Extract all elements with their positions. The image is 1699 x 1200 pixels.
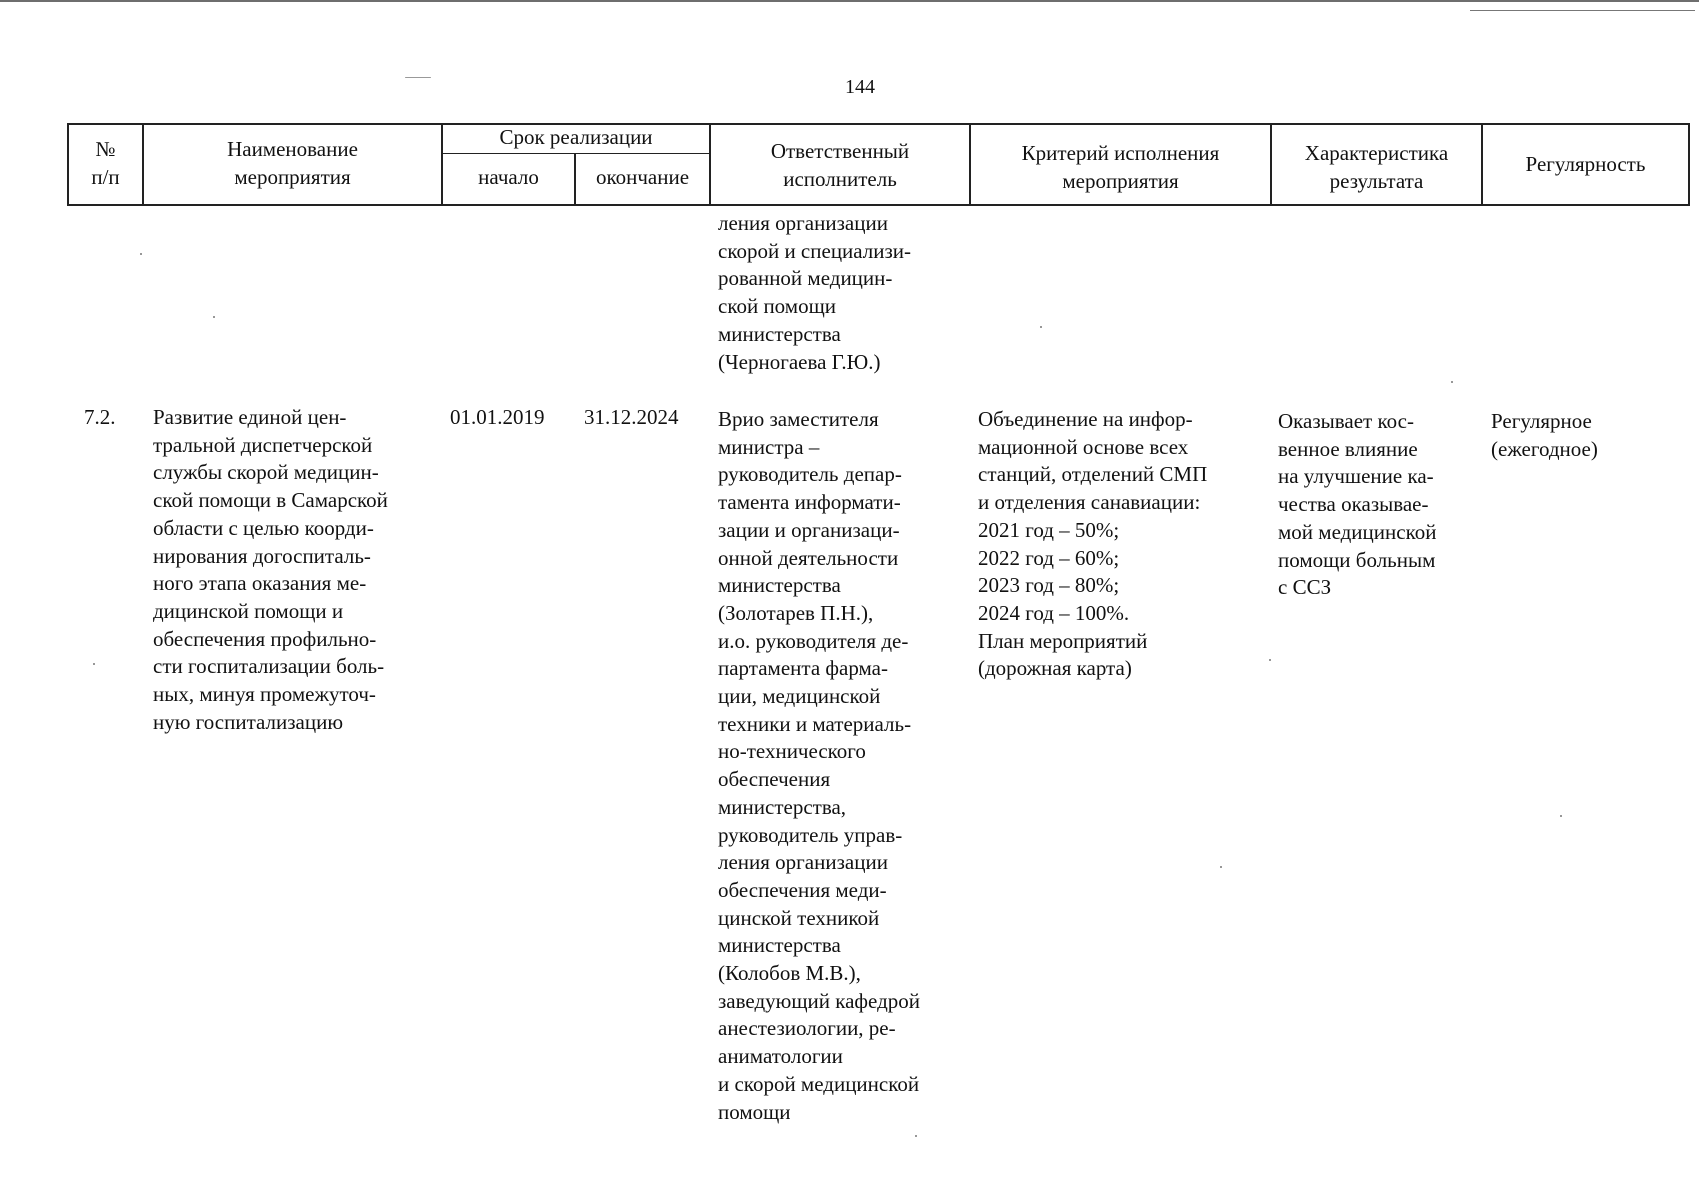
text-line: обеспечения bbox=[718, 767, 831, 792]
scan-speck bbox=[1220, 866, 1222, 868]
text-line: министерства, bbox=[718, 794, 847, 819]
text-line: План мероприятий bbox=[978, 628, 1148, 653]
text-line: но-технического bbox=[718, 739, 866, 764]
text-line: дицинской помощи и bbox=[153, 598, 344, 623]
header-num-line: № bbox=[95, 137, 116, 161]
text-line: мационной основе всех bbox=[978, 434, 1189, 459]
text-line: службы скорой медицин- bbox=[153, 460, 379, 485]
text-line: помощи больным bbox=[1278, 547, 1436, 572]
text-line: партамента фарма- bbox=[718, 656, 888, 681]
header-criterion-line: мероприятия bbox=[1062, 169, 1179, 193]
text-line: и скорой медицинской bbox=[718, 1071, 920, 1096]
text-line: министерства bbox=[718, 321, 841, 346]
text-line: руководитель депар- bbox=[718, 462, 902, 487]
continuation-responsible bbox=[718, 210, 956, 376]
header-start: начало bbox=[478, 165, 539, 189]
scan-speck bbox=[1269, 659, 1271, 661]
text-line: чества оказывае- bbox=[1278, 492, 1429, 517]
text-line: тамента информати- bbox=[718, 490, 901, 515]
text-line: помощи bbox=[718, 1099, 791, 1124]
page-number: 144 bbox=[845, 76, 875, 98]
text-line: (Колобов М.В.), bbox=[718, 961, 861, 986]
header-term: Срок реализации bbox=[499, 125, 653, 149]
header-criterion bbox=[971, 139, 1270, 195]
text-line: министерства bbox=[718, 573, 841, 598]
text-line: ления организации bbox=[718, 211, 888, 235]
text-line: (Черногаева Г.Ю.) bbox=[718, 349, 881, 374]
header-top-rule bbox=[67, 123, 1690, 125]
row-start-date: 01.01.2019 bbox=[450, 405, 545, 429]
header-responsible-line: Ответственный bbox=[770, 139, 910, 163]
header-name-line: Наименование bbox=[227, 137, 358, 161]
text-line: министерства bbox=[718, 933, 841, 958]
text-line: (Золотарев П.Н.), bbox=[718, 600, 874, 625]
header-divider bbox=[1688, 123, 1690, 206]
text-line: Регулярное bbox=[1491, 409, 1592, 433]
text-line: ской помощи bbox=[718, 294, 836, 319]
text-line: онной деятельности bbox=[718, 545, 899, 570]
top-right-mark bbox=[1470, 10, 1695, 11]
text-line: заведующий кафедрой bbox=[718, 988, 921, 1013]
header-characteristic bbox=[1272, 139, 1481, 195]
row-name bbox=[153, 404, 429, 736]
header-name bbox=[144, 135, 441, 191]
scan-speck bbox=[213, 316, 215, 318]
text-line: тральной диспетчерской bbox=[153, 432, 373, 457]
row-responsible bbox=[718, 406, 956, 1126]
text-line: ской помощи в Самарской bbox=[153, 488, 388, 513]
table-header bbox=[67, 123, 1690, 206]
header-num bbox=[69, 135, 142, 191]
text-line: мой медицинской bbox=[1278, 519, 1437, 544]
text-line: аниматологии bbox=[718, 1044, 843, 1069]
text-line: рованной медицин- bbox=[718, 266, 893, 291]
row-regularity bbox=[1491, 408, 1681, 463]
text-line: 2021 год – 50%; bbox=[978, 517, 1120, 542]
header-responsible-line: исполнитель bbox=[783, 167, 897, 191]
text-line: ную госпитализацию bbox=[153, 709, 344, 734]
text-line: Развитие единой цен- bbox=[153, 405, 347, 429]
scan-speck bbox=[93, 663, 95, 665]
text-line: и.о. руководителя де- bbox=[718, 628, 909, 653]
row-criterion bbox=[978, 406, 1256, 683]
text-line: Врио заместителя bbox=[718, 407, 879, 431]
scan-speck bbox=[1040, 326, 1042, 328]
text-line: ления организации bbox=[718, 850, 888, 875]
scan-speck bbox=[915, 1135, 917, 1137]
text-line: области с целью коорди- bbox=[153, 515, 374, 540]
text-line: обеспечения меди- bbox=[718, 877, 887, 902]
text-line: Объединение на инфор- bbox=[978, 407, 1193, 431]
text-line: министра – bbox=[718, 434, 820, 459]
header-end: окончание bbox=[595, 165, 690, 189]
text-line: (ежегодное) bbox=[1491, 436, 1598, 461]
text-line: ции, медицинской bbox=[718, 684, 881, 709]
header-num-line: п/п bbox=[91, 165, 120, 189]
scan-mark bbox=[405, 77, 431, 78]
row-number: 7.2. bbox=[84, 405, 116, 429]
row-characteristic bbox=[1278, 408, 1470, 602]
scan-speck bbox=[1560, 815, 1562, 817]
text-line: 2023 год – 80%; bbox=[978, 573, 1120, 598]
text-line: анестезиологии, ре- bbox=[718, 1016, 896, 1041]
header-characteristic-line: Характеристика bbox=[1304, 141, 1449, 165]
row-end-date: 31.12.2024 bbox=[584, 405, 679, 429]
header-bottom-rule bbox=[67, 204, 1690, 206]
text-line: венное влияние bbox=[1278, 436, 1418, 461]
text-line: и отделения санавиации: bbox=[978, 490, 1201, 515]
scan-speck bbox=[140, 253, 142, 255]
header-regularity: Регулярность bbox=[1525, 152, 1646, 176]
header-name-line: мероприятия bbox=[234, 165, 351, 189]
text-line: ного этапа оказания ме- bbox=[153, 571, 367, 596]
text-line: обеспечения профильно- bbox=[153, 626, 377, 651]
text-line: техники и материаль- bbox=[718, 711, 912, 736]
text-line: 2022 год – 60%; bbox=[978, 545, 1120, 570]
header-criterion-line: Критерий исполнения bbox=[1021, 141, 1220, 165]
text-line: Оказывает кос- bbox=[1278, 409, 1414, 433]
text-line: скорой и специализи- bbox=[718, 238, 912, 263]
text-line: (дорожная карта) bbox=[978, 656, 1132, 681]
header-characteristic-line: результата bbox=[1329, 169, 1424, 193]
header-responsible bbox=[711, 137, 969, 193]
text-line: руководитель управ- bbox=[718, 822, 903, 847]
text-line: ных, минуя промежуточ- bbox=[153, 682, 376, 707]
text-line: 2024 год – 100%. bbox=[978, 600, 1130, 625]
text-line: на улучшение ка- bbox=[1278, 464, 1434, 489]
text-line: с ССЗ bbox=[1278, 575, 1332, 600]
text-line: нирования догоспиталь- bbox=[153, 543, 371, 568]
text-line: цинской техникой bbox=[718, 905, 880, 930]
text-line: зации и организаци- bbox=[718, 517, 900, 542]
scan-speck bbox=[1451, 381, 1453, 383]
text-line: станций, отделений СМП bbox=[978, 462, 1208, 487]
top-border-line bbox=[0, 0, 1699, 2]
text-line: сти госпитализации боль- bbox=[153, 654, 385, 679]
